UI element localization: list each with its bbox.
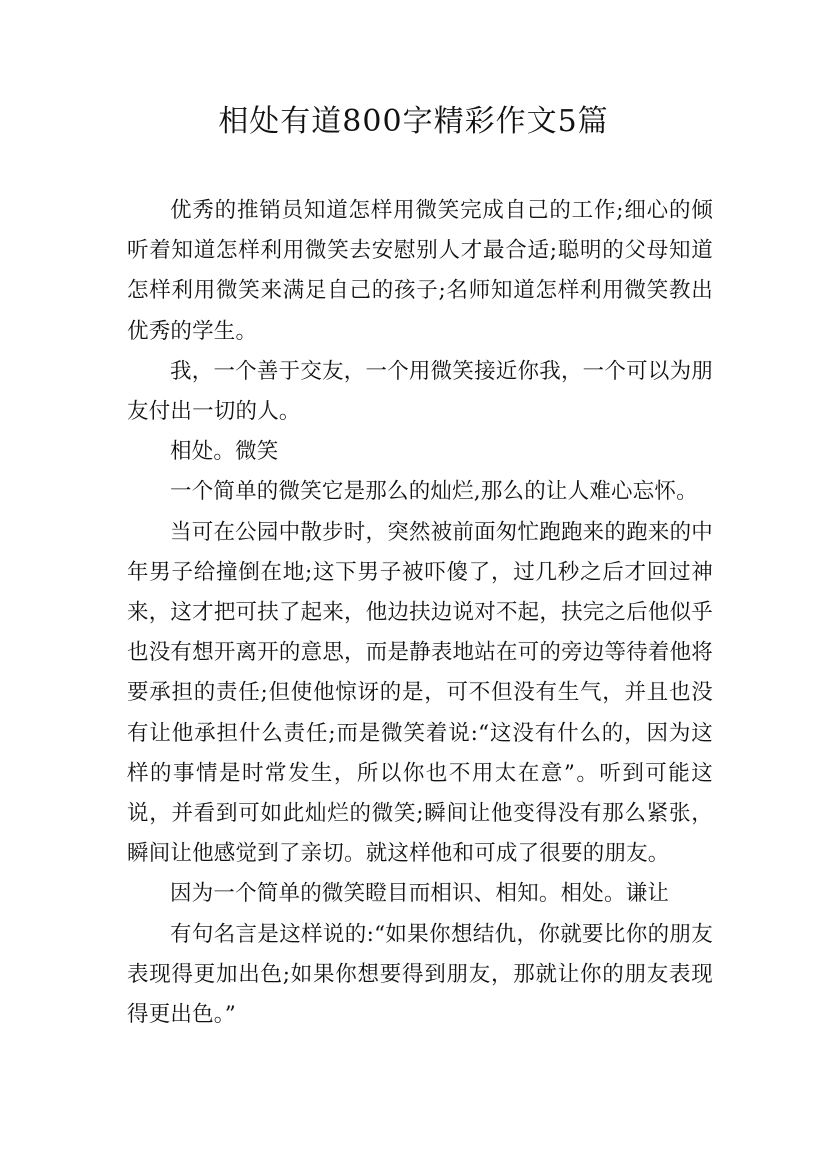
paragraph-5: 当可在公园中散步时，突然被前面匆忙跑跑来的跑来的中年男子给撞倒在地;这下男子被吓傻了，过几秒之后才回过神来，这才把可扶了起来，他边扶边说对不起，扶完之后他似乎也没有想开离开的意思，而是静表地站在可的旁边等待着他将要承担的责任;但使他惊讶的是，可不但没有生气，并且也没有让他承担什么责任;而是微笑着说:“这没有什么的，因为这样的事情是时常发生，所以你也不用太在意”。听到可能这说，并看到可如此灿烂的微笑;瞬间让他变得没有那么紧张，瞬间让他感觉到了亲切。就这样他和可成了很要的朋友。	[127, 519, 713, 867]
paragraph-3: 相处。微笑	[170, 439, 279, 465]
paragraph-1: 优秀的推销员知道怎样用微笑完成自己的工作;细心的倾听着知道怎样利用微笑去安慰别人才最合适;聪明的父母知道怎样利用微笑来满足自己的孩子;名师知道怎样利用微笑教出优秀的学生。	[127, 198, 713, 344]
document-title: 相处有道800字精彩作文5篇	[218, 104, 609, 139]
paragraph-6: 因为一个简单的微笑瞪目而相识、相知。相处。谦让	[170, 881, 670, 907]
paragraph-7: 有句名言是这样说的:“如果你想结仇，你就要比你的朋友表现得更加出色;如果你想要得到朋友，那就让你的朋友表现得更出色。”	[127, 921, 713, 1028]
paragraph-4: 一个简单的微笑它是那么的灿烂,那么的让人难心忘怀。	[170, 479, 698, 505]
document-body	[127, 191, 713, 1035]
paragraph-2: 我，一个善于交友，一个用微笑接近你我，一个可以为朋友付出一切的人。	[127, 358, 713, 425]
